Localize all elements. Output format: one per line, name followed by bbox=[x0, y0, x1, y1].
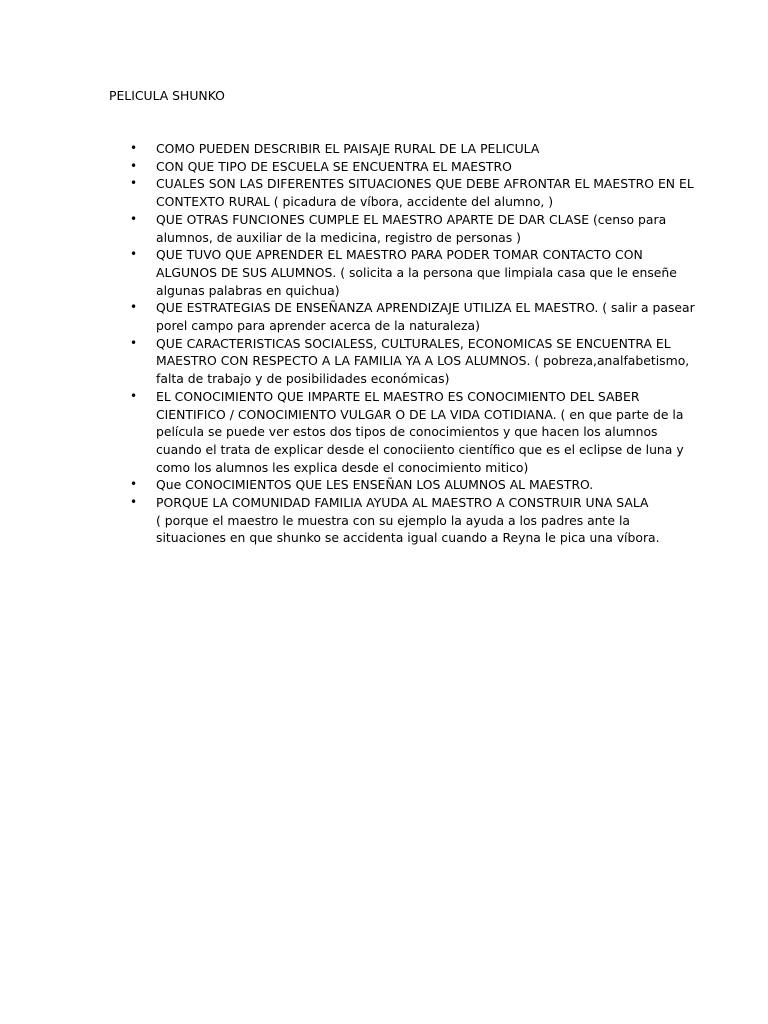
bullet-icon: • bbox=[130, 335, 138, 350]
list-item-line: CON QUE TIPO DE ESCUELA SE ENCUENTRA EL MAESTRO bbox=[156, 158, 512, 174]
list-item-line: COMO PUEDEN DESCRIBIR EL PAISAJE RURAL DE LA PELICULA bbox=[156, 141, 540, 156]
list-item-line: película se puede ver estos dos tipos de conocimientos y que hacen los alumnos bbox=[156, 424, 658, 440]
list-item-line: porel campo para aprender acerca de la naturaleza) bbox=[156, 318, 480, 334]
list-item-line: MAESTRO CON RESPECTO A LA FAMILIA YA A LOS ALUMNOS. ( pobreza,analfabetismo, bbox=[156, 353, 690, 369]
list-item bbox=[130, 140, 670, 158]
bullet-icon: • bbox=[130, 247, 138, 262]
list-item bbox=[130, 476, 670, 494]
bullet-icon: • bbox=[130, 176, 138, 191]
bullet-icon: • bbox=[130, 495, 138, 510]
bullet-icon: • bbox=[130, 300, 138, 315]
list-item-line: alumnos, de auxiliar de la medicina, registro de personas ) bbox=[156, 229, 521, 245]
list-item-line: como los alumnos les explica desde el conocimiento mitico) bbox=[156, 459, 529, 475]
document-title: PELICULA SHUNKO bbox=[109, 88, 225, 103]
list-item bbox=[130, 335, 690, 388]
list-item-line: ( porque el maestro le muestra con su ejemplo la ayuda a los padres ante la bbox=[156, 512, 630, 528]
list-item bbox=[130, 388, 684, 477]
list-item-line: CIENTIFICO / CONOCIMIENTO VULGAR O DE LA VIDA COTIDIANA. ( en que parte de la bbox=[156, 406, 684, 422]
list-item-line: Que CONOCIMIENTOS QUE LES ENSEÑAN LOS ALUMNOS AL MAESTRO. bbox=[156, 477, 594, 493]
list-item-line: QUE OTRAS FUNCIONES CUMPLE EL MAESTRO APARTE DE DAR CLASE (censo para bbox=[156, 211, 667, 227]
list-item-line: cuando el trata de explicar desde el conociiento científico que es el eclipse de luna y bbox=[156, 441, 684, 457]
list-item bbox=[130, 494, 670, 547]
list-item-line: EL CONOCIMIENTO QUE IMPARTE EL MAESTRO ES CONOCIMIENTO DEL SABER bbox=[156, 388, 640, 404]
bullet-icon: • bbox=[130, 388, 138, 403]
list-item bbox=[130, 246, 677, 299]
list-item bbox=[130, 158, 670, 176]
list-item bbox=[130, 211, 670, 246]
question-list bbox=[130, 140, 695, 547]
list-item bbox=[130, 175, 694, 210]
list-item-line: CONTEXTO RURAL ( picadura de víbora, accidente del alumno, ) bbox=[156, 194, 554, 210]
list-item bbox=[130, 299, 695, 334]
list-item-line: QUE TUVO QUE APRENDER EL MAESTRO PARA PODER TOMAR CONTACTO CON bbox=[156, 247, 643, 263]
list-item-line: QUE CARACTERISTICAS SOCIALESS, CULTURALES, ECONOMICAS SE ENCUENTRA EL bbox=[156, 335, 671, 351]
list-item-line: QUE ESTRATEGIAS DE ENSEÑANZA APRENDIZAJE UTILIZA EL MAESTRO. ( salir a pasear bbox=[156, 300, 695, 316]
list-item-line: situaciones en que shunko se accidenta igual cuando a Reyna le pica una víbora. bbox=[156, 530, 660, 546]
bullet-icon: • bbox=[130, 158, 138, 173]
bullet-icon: • bbox=[130, 211, 138, 226]
list-item-line: ALGUNOS DE SUS ALUMNOS. ( solicita a la persona que limpiala casa que le enseñe bbox=[156, 264, 677, 280]
bullet-icon: • bbox=[130, 141, 138, 155]
list-item-line: algunas palabras en quichua) bbox=[156, 282, 340, 298]
list-item-line: falta de trabajo y de posibilidades económicas) bbox=[156, 371, 450, 387]
bullet-icon: • bbox=[130, 477, 138, 492]
list-item-line: CUALES SON LAS DIFERENTES SITUACIONES QUE DEBE AFRONTAR EL MAESTRO EN EL bbox=[156, 176, 694, 192]
list-item-line: PORQUE LA COMUNIDAD FAMILIA AYUDA AL MAESTRO A CONSTRUIR UNA SALA bbox=[156, 495, 649, 511]
